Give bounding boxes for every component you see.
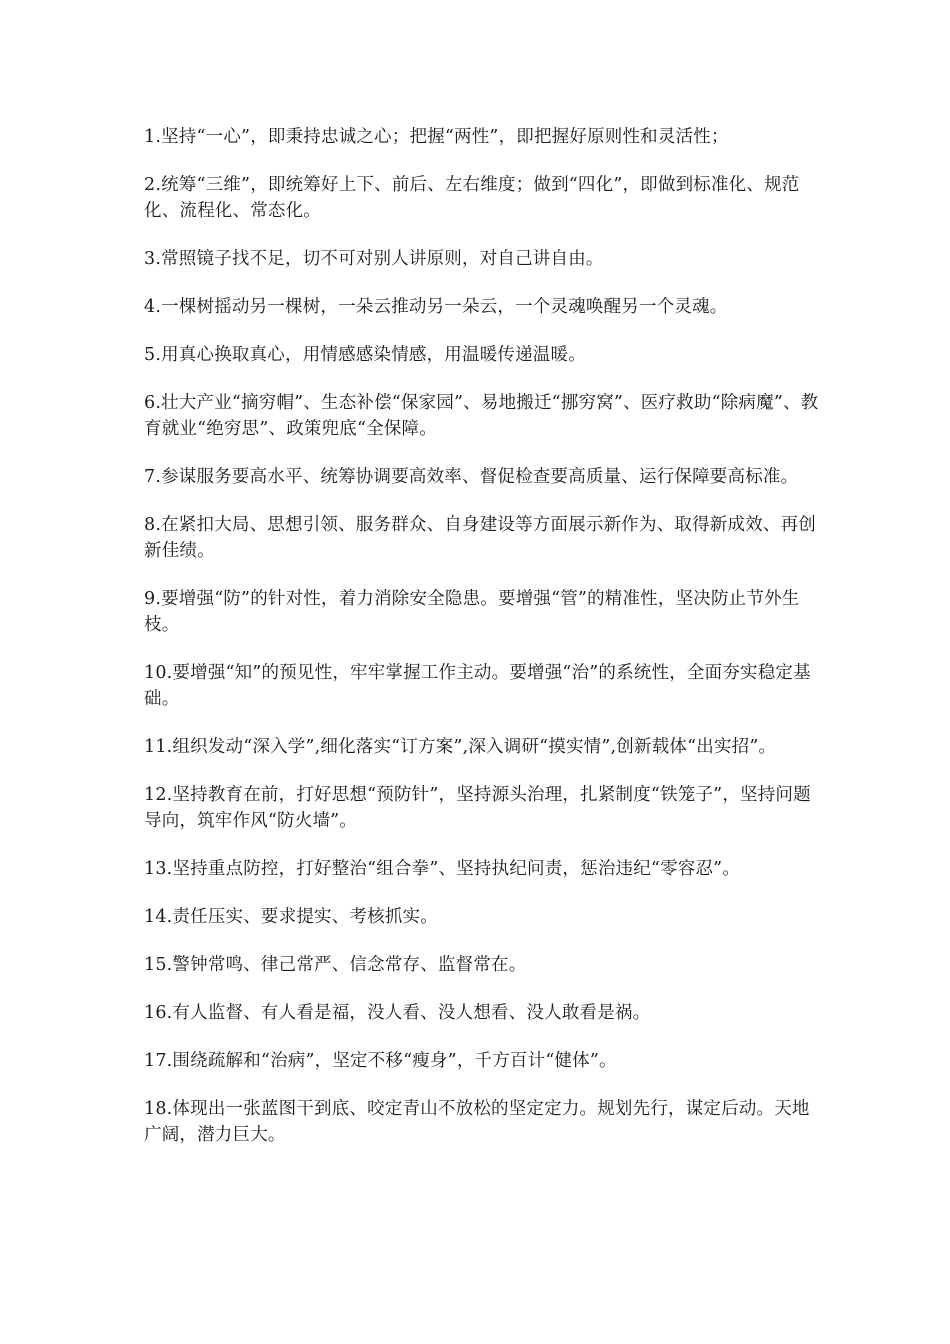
paragraph-15: 15.警钟常鸣、律己常严、信念常存、监督常在。 xyxy=(144,955,527,975)
paragraph-9: 9.要增强“防”的针对性，着力消除安全隐患。要增强“管”的精准性，坚决防止节外生枝。 xyxy=(144,589,800,635)
paragraph-1: 1.坚持“一心”，即秉持忠诚之心；把握“两性”，即把握好原则性和灵活性； xyxy=(144,127,729,147)
document-body xyxy=(144,124,824,1170)
paragraph-16: 16.有人监督、有人看是福，没人看、没人想看、没人敢看是祸。 xyxy=(144,1003,651,1023)
paragraph-14: 14.责任压实、要求提实、考核抓实。 xyxy=(144,907,438,927)
paragraph-3: 3.常照镜子找不足，切不可对别人讲原则，对自己讲自由。 xyxy=(144,249,604,269)
paragraph-17: 17.围绕疏解和“治病”，坚定不移“瘦身”，千方百计“健体”。 xyxy=(144,1051,617,1071)
paragraph-2: 2.统筹“三维”，即统筹好上下、前后、左右维度；做到“四化”，即做到标准化、规范化、流程化、常态化。 xyxy=(144,175,800,221)
paragraph-11: 11.组织发动“深入学”,细化落实“订方案”,深入调研“摸实情”,创新载体“出实招”。 xyxy=(144,737,777,757)
paragraph-10: 10.要增强“知”的预见性，牢牢掌握工作主动。要增强“治”的系统性，全面夯实稳定基础。 xyxy=(144,663,811,709)
paragraph-13: 13.坚持重点防控，打好整治“组合拳”、坚持执纪问责，惩治违纪“零容忍”。 xyxy=(144,859,741,879)
paragraph-6: 6.壮大产业“摘穷帽”、生态补偿“保家园”、易地搬迁“挪穷窝”、医疗救助“除病魔”、教育就业“绝穷思”、政策兜底“全保障。 xyxy=(144,393,819,439)
paragraph-8: 8.在紧扣大局、思想引领、服务群众、自身建设等方面展示新作为、取得新成效、再创新佳绩。 xyxy=(144,515,816,561)
paragraph-12: 12.坚持教育在前，打好思想“预防针”，坚持源头治理，扎紧制度“铁笼子”，坚持问题导向，筑牢作风“防火墙”。 xyxy=(144,785,811,831)
paragraph-7: 7.参谋服务要高水平、统筹协调要高效率、督促检查要高质量、运行保障要高标准。 xyxy=(144,467,799,487)
paragraph-5: 5.用真心换取真心，用情感感染情感，用温暖传递温暖。 xyxy=(144,345,586,365)
paragraph-4: 4.一棵树摇动另一棵树，一朵云推动另一朵云，一个灵魂唤醒另一个灵魂。 xyxy=(144,297,728,317)
paragraph-18: 18.体现出一张蓝图干到底、咬定青山不放松的坚定定力。规划先行，谋定后动。天地广阔，潜力巨大。 xyxy=(144,1099,810,1145)
